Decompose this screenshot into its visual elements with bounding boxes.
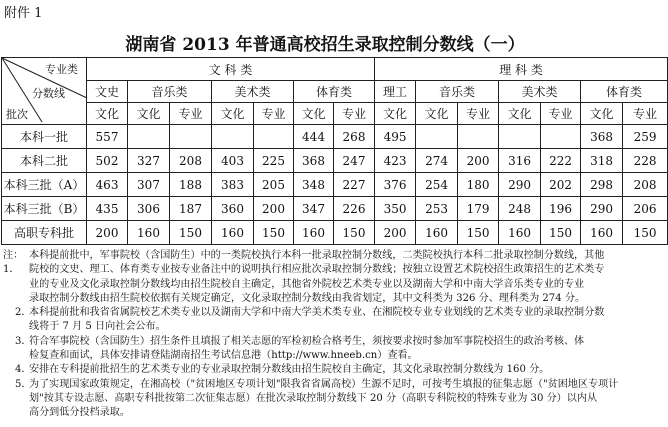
score-cell: 150 (623, 221, 668, 245)
score-cell: 208 (170, 149, 212, 173)
note-line: 本科提前批中，军事院校（含国防生）中的一类院校执行本科一批录取控制分数线，二类院校执行本科二批录取控制分数线，其他 (29, 250, 605, 261)
score-cell: 187 (170, 197, 212, 221)
score-cell: 383 (212, 173, 254, 197)
score-cell: 298 (581, 173, 623, 197)
score-cell: 160 (416, 221, 458, 245)
score-cell: 316 (499, 149, 541, 173)
score-cell: 225 (254, 149, 294, 173)
score-cell (254, 125, 294, 149)
note-line: 院校的文史、理工、体育类专业按专业备注中的说明执行相应批次录取控制分数线；按独立设置艺术院校招生政策招生的艺术类专 (29, 264, 605, 276)
score-cell: 502 (87, 149, 128, 173)
score-cell: 290 (499, 173, 541, 197)
score-cell: 150 (254, 221, 294, 245)
subject-header: 文化 (87, 103, 128, 125)
score-cell: 226 (334, 197, 375, 221)
score-cell: 557 (87, 125, 128, 149)
subject-header: 专业 (334, 103, 375, 125)
table-row (2, 149, 668, 173)
score-cell: 444 (294, 125, 334, 149)
batch-label: 本科三批（A） (2, 173, 87, 197)
note-number: 5． (15, 378, 32, 390)
score-cell: 150 (170, 221, 212, 245)
score-cell: 360 (212, 197, 254, 221)
score-cell: 254 (416, 173, 458, 197)
score-cell: 247 (334, 149, 375, 173)
score-cell: 248 (499, 197, 541, 221)
group-header-like: 理 科 类 (375, 58, 668, 81)
score-cell: 150 (334, 221, 375, 245)
note-item (3, 378, 647, 421)
subject-header: 专业 (623, 103, 668, 125)
score-cell: 307 (128, 173, 170, 197)
score-cell: 200 (375, 221, 416, 245)
document-title: 湖南省 2013 年普通高校招生录取控制分数线（一） (125, 35, 525, 55)
score-cell: 200 (458, 149, 499, 173)
corner-category-label: 专业类 (45, 63, 78, 76)
score-cell (416, 125, 458, 149)
score-cell (128, 125, 170, 149)
score-cell: 228 (623, 149, 668, 173)
table-row (2, 173, 668, 197)
score-cell: 202 (541, 173, 581, 197)
note-line: 安排在专科提前批招生的艺术类专业的专业录取控制分数线由招生院校自主确定，其文化录取控制分数线为 160 分。 (29, 364, 550, 376)
score-cell: 306 (128, 197, 170, 221)
note-item (3, 335, 647, 364)
score-cell: 206 (623, 197, 668, 221)
score-cell: 368 (294, 149, 334, 173)
score-cell: 160 (581, 221, 623, 245)
subject-header: 文化 (581, 103, 623, 125)
score-cell: 196 (541, 197, 581, 221)
note-line: 划"按其专设志愿、高职专科批按第二次征集志愿）在批次录取控制分数线下 20 分（高职专科院校的特殊专业为 30 分）以内从 (29, 392, 598, 404)
subject-header: 文化 (128, 103, 170, 125)
note-text (29, 363, 647, 377)
subject-header: 文化 (416, 103, 458, 125)
score-cell: 150 (458, 221, 499, 245)
score-cell: 259 (623, 125, 668, 149)
score-cell: 318 (581, 149, 623, 173)
score-cell: 253 (416, 197, 458, 221)
note-line: 为了实现国家政策规定，在湘高校（"贫困地区专项计划"限我省省属高校）生源不足时，可按考生填报的征集志愿（"贫困地区专项计 (29, 378, 619, 390)
corner-score-line-label: 分数线 (32, 87, 65, 100)
subgroup-like-sports: 体育类 (581, 81, 668, 103)
note-number: 注：1． (3, 250, 24, 276)
score-cell: 180 (458, 173, 499, 197)
subject-header: 专业 (541, 103, 581, 125)
score-cell: 160 (212, 221, 254, 245)
batch-label: 本科一批 (2, 125, 87, 149)
score-cell: 208 (623, 173, 668, 197)
subgroup-like-music: 音乐类 (416, 81, 499, 103)
subgroup-wenke-sports: 体育类 (294, 81, 375, 103)
note-line: 线将于 7 月 5 日向社会公布。 (29, 321, 166, 333)
score-cell: 227 (334, 173, 375, 197)
note-line: 本科提前批和我省省属院校艺术类专业以及湖南大学和中南大学美术类专业、在湘院校专业专业划线的艺术类专业的录取控制分数 (29, 307, 605, 319)
corner-cell (2, 58, 87, 125)
score-cell: 160 (128, 221, 170, 245)
score-cell: 160 (294, 221, 334, 245)
score-cell: 423 (375, 149, 416, 173)
score-cell: 188 (170, 173, 212, 197)
note-text (29, 249, 647, 306)
score-cell: 368 (581, 125, 623, 149)
score-cell: 160 (499, 221, 541, 245)
score-cell: 150 (541, 221, 581, 245)
note-item (3, 306, 647, 335)
note-text (29, 378, 647, 421)
score-cell: 435 (87, 197, 128, 221)
score-cell: 200 (87, 221, 128, 245)
corner-batch-label: 批次 (6, 108, 28, 121)
batch-label: 本科二批 (2, 149, 87, 173)
note-number: 4． (15, 364, 32, 376)
note-line: 符合军事院校（含国防生）招生条件且填报了相关志愿的军检初检合格考生，须按要求按时参加军事院校招生的政治考核、体 (29, 335, 585, 347)
subject-header: 文化 (294, 103, 334, 125)
score-cell: 205 (254, 173, 294, 197)
note-text (29, 335, 647, 364)
score-cell: 403 (212, 149, 254, 173)
score-cell: 200 (254, 197, 294, 221)
note-line: 高分到低分投档录取。 (29, 407, 130, 419)
score-cell: 179 (458, 197, 499, 221)
table-row (2, 125, 668, 149)
score-cell: 274 (416, 149, 458, 173)
subgroup-wenke-art: 美术类 (212, 81, 294, 103)
note-item (3, 363, 647, 377)
score-table (1, 57, 668, 245)
note-number: 3． (15, 335, 32, 347)
attachment-label: 附件 1 (4, 6, 43, 21)
score-cell: 376 (375, 173, 416, 197)
subgroup-wenshi: 文史 (87, 81, 128, 103)
notes-section (3, 249, 647, 421)
score-cell: 463 (87, 173, 128, 197)
score-cell: 268 (334, 125, 375, 149)
score-cell: 222 (541, 149, 581, 173)
table-row (2, 221, 668, 245)
subgroup-wenke-music: 音乐类 (128, 81, 212, 103)
batch-label: 高职专科批 (2, 221, 87, 245)
score-cell: 347 (294, 197, 334, 221)
subgroup-ligong: 理工 (375, 81, 416, 103)
subject-header: 专业 (170, 103, 212, 125)
table-row (2, 197, 668, 221)
score-cell: 495 (375, 125, 416, 149)
note-text (29, 306, 647, 335)
note-item (3, 249, 647, 306)
note-number: 2． (15, 307, 32, 319)
subject-header: 专业 (254, 103, 294, 125)
subject-header: 文化 (212, 103, 254, 125)
score-cell: 348 (294, 173, 334, 197)
note-line: 录取控制分数线由招生院校依据有关规定确定，文化录取控制分数线由我省划定，其中文科类为 326 分、理科类为 274 分。 (29, 292, 586, 304)
subject-header: 文化 (375, 103, 416, 125)
score-cell: 327 (128, 149, 170, 173)
score-cell: 350 (375, 197, 416, 221)
score-cell (170, 125, 212, 149)
score-cell: 290 (581, 197, 623, 221)
score-cell (458, 125, 499, 149)
note-line: 检复查和面试，具体安排请登陆湖南招生考试信息港（http://www.hneeb.cn）查看。 (29, 350, 418, 362)
group-header-wenke: 文 科 类 (87, 58, 375, 81)
note-line: 业的专业及文化录取控制分数线均由招生院校自主确定，其他省外院校艺术类专业以及湖南大学和中南大学音乐类专业的专业 (29, 278, 585, 290)
score-cell (541, 125, 581, 149)
subject-header: 文化 (499, 103, 541, 125)
batch-label: 本科三批（B） (2, 197, 87, 221)
score-cell (212, 125, 254, 149)
score-cell (499, 125, 541, 149)
subject-header: 专业 (458, 103, 499, 125)
subgroup-like-art: 美术类 (499, 81, 581, 103)
